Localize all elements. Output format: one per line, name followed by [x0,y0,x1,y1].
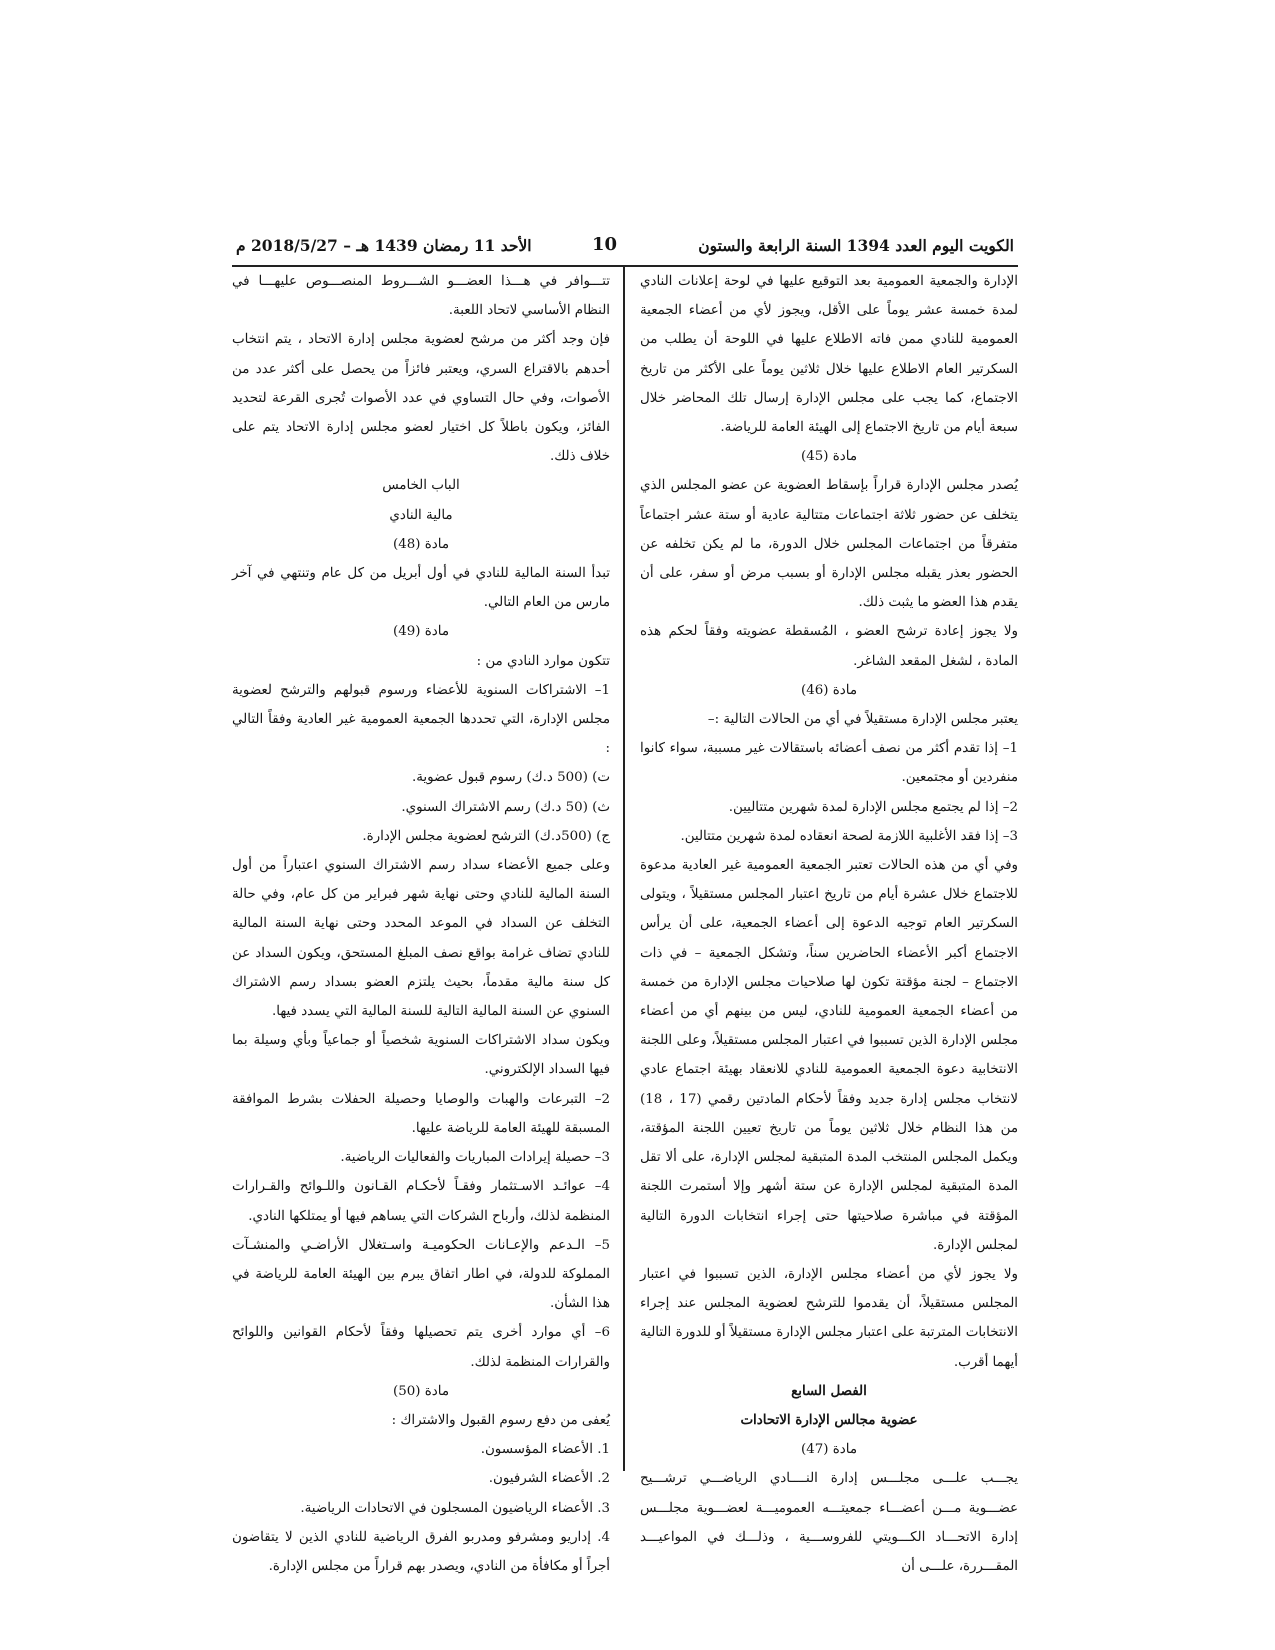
paragraph: ولا يجوز إعادة ترشح العضو ، المُسقطة عضويته وفقاً لحكم هذه المادة ، لشغل المقعد الشاغر. [640,624,1018,669]
paragraph: فإن وجد أكثر من مرشح لعضوية مجلس إدارة الاتحاد ، يتم انتخاب أحدهم بالاقتراع السري، ويعتبر فائزاً من يحصل على أكثر عدد من الأصوات، وفي حال التساوي في عدد الأصوات تُجرى القرعة لتحديد الفائز، ويكون باطلاً كل اختيار لعضو مجلس إدارة الاتحاد يتم على خلاف ذلك. [232,332,610,465]
article-heading: مادة (49) [393,624,449,640]
paragraph: 6– أي موارد أخرى يتم تحصيلها وفقاً لأحكام القوانين واللوائح والقرارات المنظمة لذلك. [232,1325,610,1370]
right-column [640,267,1018,1581]
article-heading: مادة (45) [801,449,857,465]
article-heading: مادة (50) [393,1383,449,1399]
article-heading: مادة (46) [801,682,857,698]
paragraph: 1. الأعضاء المؤسسون. [480,1442,610,1458]
issue-date: الأحد 11 رمضان 1439 هـ – 2018/5/27 م [236,236,532,255]
paragraph: وعلى جميع الأعضاء سداد رسم الاشتراك السنوي اعتباراً من أول السنة المالية للنادي وحتى نهاية شهر فبراير من كل عام، وفي حالة التخلف عن السداد في الموعد المحدد وحتى نهاية السنة المالية للنادي تضاف غرامة بواقع نصف المبلغ المستحق، ويكون السداد عن كل سنة مالية مقدماً، بحيث يلتزم العضو بسداد رسم الاشتراك السنوي عن السنة المالية التالية للسنة المالية التي يسدد فيها. [232,858,610,1020]
article-heading: الباب الخامس [382,478,460,494]
paragraph: ج) (500د.ك) الترشح لعضوية مجلس الإدارة. [362,828,610,844]
article-heading: مالية النادي [389,507,453,523]
paragraph: يُعفى من دفع رسوم القبول والاشتراك : [391,1412,610,1428]
paragraph: تبدأ السنة المالية للنادي في أول أبريل من كل عام وتنتهي في آخر مارس من العام التالي. [232,566,610,611]
article-heading: مادة (47) [801,1442,857,1458]
page-number: 10 [592,234,618,255]
paragraph: يجـــب علـــى مجلـــس إدارة النــــادي الرياضـــي ترشـــيح عضـــوية مـــن أعضـــاء جمعيتـــه العموميـــة لعضـــوية مجلـــس إدارة الاتحـــاد الكـــويتي للفروســـية ، وذلـــك في المواعيـــد المقـــررة، علـــى أن [640,1471,1018,1574]
paragraph: 3– حصيلة إيرادات المباريات والفعاليات الرياضية. [340,1150,610,1166]
paragraph: تتكون موارد النادي من : [476,653,610,669]
paragraph: 3. الأعضاء الرياضيون المسجلون في الاتحادات الرياضية. [300,1500,610,1516]
page-header [232,234,1018,262]
paragraph: ولا يجوز لأي من أعضاء مجلس الإدارة، الذين تسببوا في اعتبار المجلس مستقيلاً، أن يقدموا للترشح لعضوية المجلس عند إجراء الانتخابات المترتبة على اعتبار مجلس الإدارة مستقيلاً أو للدورة التالية أيهما أقرب. [640,1266,1018,1370]
paragraph: الإدارة والجمعية العمومية بعد التوقيع عليها في لوحة إعلانات النادي لمدة خمسة عشر يوماً على الأقل، ويجوز لأي من أعضاء الجمعية العمومية للنادي ممن فاته الاطلاع عليها في اللوحة أن يطلب من السكرتير العام الاطلاع عليها خلال ثلاثين يوماً على الأكثر من تاريخ الاجتماع، كما يجب على مجلس الإدارة إرسال تلك المحاضر خلال سبعة أيام من تاريخ الاجتماع إلى الهيئة العامة للرياضة. [640,274,1018,436]
paragraph: 2. الأعضاء الشرفيون. [488,1471,610,1487]
paragraph: ت) (500 د.ك) رسوم قبول عضوية. [411,770,610,786]
gazette-page [232,234,1019,1574]
paragraph: يُصدر مجلس الإدارة قراراً بإسقاط العضوية عن عضو المجلس الذي يتخلف عن حضور ثلاثة اجتماعات متتالية عادية أو ستة عشر اجتماعاً متفرقاً من اجتماعات المجلس خلال الدورة، ما لم يكن تخلفه عن الحضور بعذر يقبله مجلس الإدارة أو بسبب مرض أو سفر، على أن يقدم هذا العضو ما يثبت ذلك. [640,478,1018,611]
section-heading: الفصل السابع [791,1382,867,1399]
column-divider [623,267,625,1471]
section-heading: عضوية مجالس الإدارة الاتحادات [740,1411,918,1428]
paragraph: 2– التبرعات والهبات والوصايا وحصيلة الحفلات بشرط الموافقة المسبقة للهيئة العامة للرياضة عليها. [232,1091,610,1136]
paragraph: 1– إذا تقدم أكثر من نصف أعضائه باستقالات غير مسببة، سواء كانوا منفردين أو مجتمعين. [640,741,1018,786]
paragraph: 4. إداريو ومشرفو ومدربو الفرق الرياضية للنادي الذين لا يتقاضون أجراً أو مكافأة من النادي، ويصدر بهم قراراً من مجلس الإدارة. [232,1529,610,1574]
paragraph: 5– الـدعم والإعـانات الحكوميـة واسـتغلال الأراضـي والمنشـآت المملوكة للدولة، في اطار اتفاق يبرم بين الهيئة العامة للرياضة في هذا الشأن. [232,1237,610,1312]
publication-info: الكويت اليوم العدد 1394 السنة الرابعة والستون [698,236,1014,255]
article-heading: مادة (48) [393,536,449,552]
paragraph: ويكون سداد الاشتراكات السنوية شخصياً أو جماعياً وبأي وسيلة بما فيها السداد الإلكتروني. [232,1033,610,1078]
paragraph: وفي أي من هذه الحالات تعتبر الجمعية العمومية غير العادية مدعوة للاجتماع خلال عشرة أيام من تاريخ اعتبار المجلس مستقيلاً ، ويتولى السكرتير العام توجيه الدعوة إلى أعضاء الجمعية، على أن يرأس الاجتماع أكبر الأعضاء الحاضرين سناً، وتشكل الجمعية – في ذات الاجتماع – لجنة مؤقتة تكون لها صلاحيات مجلس الإدارة من خمسة من أعضاء الجمعية العمومية للنادي، ليس من بينهم أي من أعضاء مجلس الإدارة الذين تسببوا في اعتبار المجلس مستقيلاً، وعلى اللجنة الانتخابية دعوة الجمعية العمومية للنادي للانعقاد بهيئة اجتماع عادي لانتخاب مجلس إدارة جديد وفقاً لأحكام المادتين رقمي (17 ، 18) من هذا النظام خلال ثلاثين يوماً من تاريخ تعيين اللجنة المؤقتة، ويكمل المجلس المنتخب المدة المتبقية لمجلس الإدارة، على ألا تقل المدة المتبقية لمجلس الإدارة عن ستة أشهر وإلا أستمرت اللجنة المؤقتة في مباشرة صلاحيتها حتى إجراء انتخابات الدورة التالية لمجلس الإدارة. [640,858,1019,1253]
paragraph: 3– إذا فقد الأغلبية اللازمة لصحة انعقاده لمدة شهرين متتالين. [680,828,1018,844]
paragraph: 1– الاشتراكات السنوية للأعضاء ورسوم قبولهم والترشح لعضوية مجلس الإدارة، التي تحددها الجمعية العمومية غير العادية وفقاً التالي : [232,682,610,757]
paragraph: 2– إذا لم يجتمع مجلس الإدارة لمدة شهرين متتاليين. [728,799,1018,815]
left-column [232,267,610,1581]
paragraph: ث) (50 د.ك) رسم الاشتراك السنوي. [401,799,610,815]
paragraph: 4– عوائـد الاسـتثمار وفقـاً لأحكـام القـانون واللـوائح والقـرارات المنظمة لذلك، وأرباح الشركات التي يساهم فيها أو يمتلكها النادي. [232,1179,610,1224]
paragraph: يعتبر مجلس الإدارة مستقيلاً في أي من الحالات التالية :– [707,712,1018,728]
paragraph: تتـــوافر في هـــذا العضـــو الشـــروط المنصـــوص عليهـــا في النظام الأساسي لاتحاد اللعبة. [232,274,610,319]
